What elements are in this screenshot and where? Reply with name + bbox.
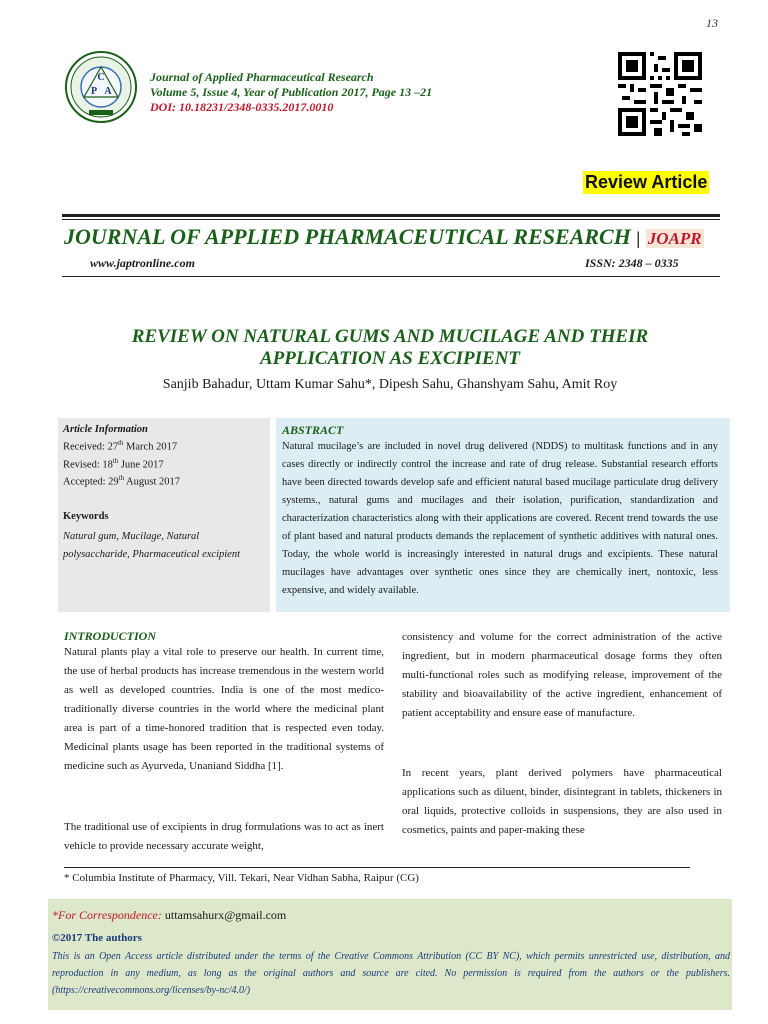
intro-paragraph-2: The traditional use of excipients in drug formulations was to act as inert vehicle to provide necessary accurate weight,: [64, 821, 384, 852]
masthead-journal-name: JOURNAL OF APPLIED PHARMACEUTICAL RESEARCH: [64, 224, 631, 249]
masthead-abbr: JOAPR: [647, 229, 702, 248]
affiliation-footnote: * Columbia Institute of Pharmacy, Vill. Tekari, Near Vidhan Sabha, Raipur (CG): [64, 872, 419, 884]
paper-title: [70, 326, 710, 370]
logo-letter-c: C: [97, 72, 105, 83]
authors: Sanjib Bahadur, Uttam Kumar Sahu*, Dipesh Sahu, Ghanshyam Sahu, Amit Roy: [162, 377, 618, 392]
revised-date: Revised: 18th June 2017: [63, 458, 164, 471]
page-number: 13: [706, 16, 718, 30]
issn: ISSN: 2348 – 0335: [585, 256, 679, 270]
masthead-title: [64, 224, 704, 250]
keywords-heading: Keywords: [63, 511, 109, 522]
correspondence-line: [52, 908, 286, 923]
intro-paragraph-1: Natural plants play a vital role to preserve our health. In current time, the use of herbal products has increase tremendous in the western world as well as developed countries. India is one of the most medico-traditionally diverse countries in the world where the medicinal plant area is part of a time-honored tradition that is respected even today. Medicinal plants usage has been reported in the traditional systems of medicine such as Ayurveda, Unaniand Siddha [1].: [64, 646, 384, 772]
correspondence-email[interactable]: uttamsahurx@gmail.com: [161, 908, 287, 922]
intro-paragraph-4: In recent years, plant derived polymers have pharmaceutical applications such as diluent, binder, disintegrant in tablets, thickeners in oral liquids, protective colloids in suspensions, they are also used in cosmetics, paints and paper-making these: [402, 767, 722, 836]
correspondence-label: *For Correspondence:: [52, 908, 162, 922]
paper-title-line1: REVIEW ON NATURAL GUMS AND MUCILAGE AND THEIR: [131, 326, 649, 347]
masthead-rule-top-thin: [62, 219, 720, 220]
received-date: Received: 27th March 2017: [63, 440, 178, 453]
intro-paragraph-3: consistency and volume for the correct administration of the active ingredient, but in modern pharmaceutical dosage forms they often multi-functional roles such as modifying release, improvement of the stability and bioavailability of the active ingredient, enhancement of patient acceptability and ensure ease of manufacture.: [402, 631, 722, 719]
masthead-separator: |: [636, 228, 641, 248]
abstract-text: Natural mucilage’s are included in novel drug delivered (NDDS) to multitask functions and in any cases directly or indirectly control the increase and rate of drug release. Substantial research efforts have been directed towards develop safe and efficient natural based mucilage particulate drug delivery systems., natural gums and mucilages and their isolation, purification, standardization and characterization characteristics along with their applications are covered. Recent trend towards the use of plant based and natural products demands the replacement of synthetic additives with natural ones. Today, the whole world is increasingly interested in natural drugs and excipients. These natural mucilages have advantages over synthetic ones since they are chemically inert, nontoxic, less expensive, and widely available.: [282, 441, 718, 596]
logo-letter-p: P: [90, 86, 98, 97]
qr-code: [618, 52, 702, 136]
doi-link[interactable]: DOI: 10.18231/2348-0335.2017.0010: [150, 100, 334, 114]
accepted-date: Accepted: 29th August 2017: [63, 475, 181, 488]
journal-logo: [64, 50, 138, 124]
article-type-badge: Review Article: [585, 172, 708, 192]
journal-name: Journal of Applied Pharmaceutical Research: [150, 70, 374, 84]
paper-title-line2: APPLICATION AS EXCIPIENT: [259, 348, 521, 369]
introduction-heading: INTRODUCTION: [64, 629, 157, 643]
abstract-heading: ABSTRACT: [282, 423, 344, 437]
keywords-list: Natural gum, Mucilage, Natural polysaccharide, Pharmaceutical excipient: [63, 531, 240, 560]
masthead-rule-top: [62, 214, 720, 217]
copyright: ©2017 The authors: [52, 932, 142, 944]
journal-header: [150, 70, 432, 115]
logo-letter-a: A: [104, 86, 112, 97]
journal-volume: Volume 5, Issue 4, Year of Publication 2017, Page 13 –21: [150, 85, 433, 99]
masthead-rule-bottom: [62, 276, 720, 277]
footnote-rule: [64, 867, 690, 868]
website-link[interactable]: www.japtronline.com: [90, 256, 195, 270]
article-info-heading: Article Information: [63, 424, 148, 435]
license-text: This is an Open Access article distributed under the terms of the Creative Commons Attribution (CC BY NC), which permits unrestricted use, distribution, and reproduction in any medium, as long as the original authors and source are cited. No permission is required from the authors or the publishers. (https://creativecommons.org/licenses/by-nc/4.0/): [52, 951, 730, 996]
